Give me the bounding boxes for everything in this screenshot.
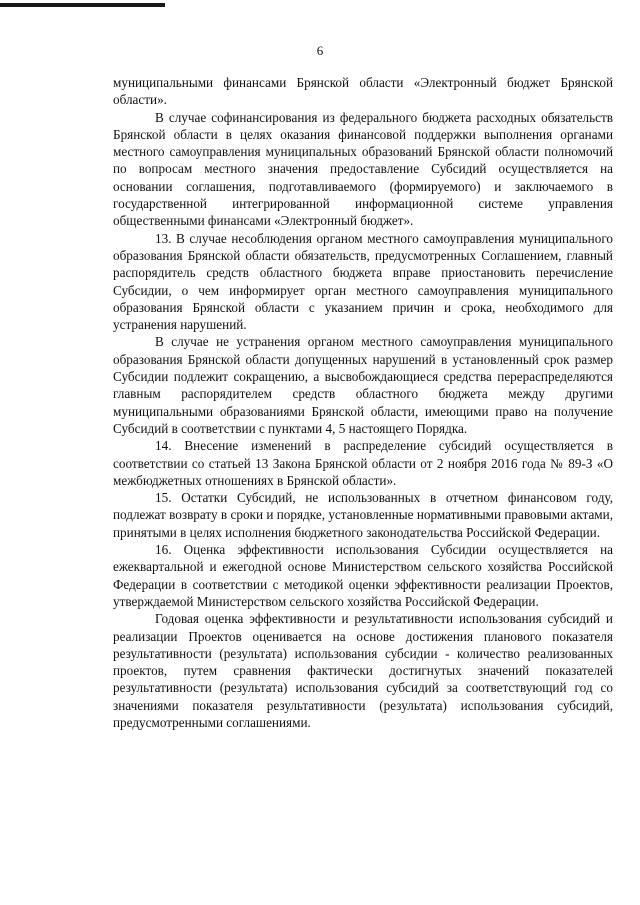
paragraph: Годовая оценка эффективности и результативности использования субсидий и реализации Проектов оценивается на основе достижения планового показателя результативности (результата) использования субсидии - количество реализованных проектов, путем сравнения фактически достигнутых значений показателей результативности (результата) использования субсидий за соответствующий год со значениями показателя результативности (результата) использования субсидий, предусмотренными соглашениями. <box>113 611 613 730</box>
scan-edge-mark <box>0 3 165 7</box>
paragraph: В случае не устранения органом местного самоуправления муниципального образования Брянской области допущенных нарушений в установленный срок размер Субсидии подлежит сокращению, а высвобождающиеся средства перераспределяются главным распорядителем средств областного бюджета между другими муниципальными образованиями Брянской области, имеющими право на получение Субсидий в соответствии с пунктами 4, 5 настоящего Порядка. <box>113 334 613 436</box>
paragraph-item-16: 16. Оценка эффективности использования Субсидии осуществляется на ежеквартальной и ежегодной основе Министерством сельского хозяйства Российской Федерации в соответствии с методикой оценки эффективности реализации Проектов, утверждаемой Министерством сельского хозяйства Российской Федерации. <box>113 542 613 609</box>
page-number: 6 <box>316 43 324 58</box>
paragraph: муниципальными финансами Брянской области «Электронный бюджет Брянской области». <box>113 75 613 108</box>
paragraph: В случае софинансирования из федерального бюджета расходных обязательств Брянской области в целях оказания финансовой поддержки выполнения органами местного самоуправления муниципальных образований Брянской области полномочий по вопросам местного значения предоставление Субсидий осуществляется на основании соглашения, подготавливаемого (формируемого) и заключаемого в государственной интегрированной информационной системе управления общественными финансами «Электронный бюджет». <box>113 109 613 229</box>
paragraph-item-15: 15. Остатки Субсидий, не использованных в отчетном финансовом году, подлежат возврату в сроки и порядке, установленные нормативными правовыми актами, принятыми в целях исполнения бюджетного законодательства Российской Федерации. <box>113 490 613 540</box>
paragraph-item-14: 14. Внесение изменений в распределение субсидий осуществляется в соответствии со статьей 13 Закона Брянской области от 2 ноября 2016 года № 89-З «О межбюджетных отношениях в Брянской области». <box>113 438 613 488</box>
document-body <box>113 74 613 731</box>
paragraph-item-13: 13. В случае несоблюдения органом местного самоуправления муниципального образования Брянской области обязательств, предусмотренных Соглашением, главный распорядитель средств областного бюджета вправе приостановить перечисление Субсидии, о чем информирует орган местного самоуправления муниципального образования Брянской области с указанием причин и срока, необходимого для устранения нарушений. <box>113 230 613 333</box>
